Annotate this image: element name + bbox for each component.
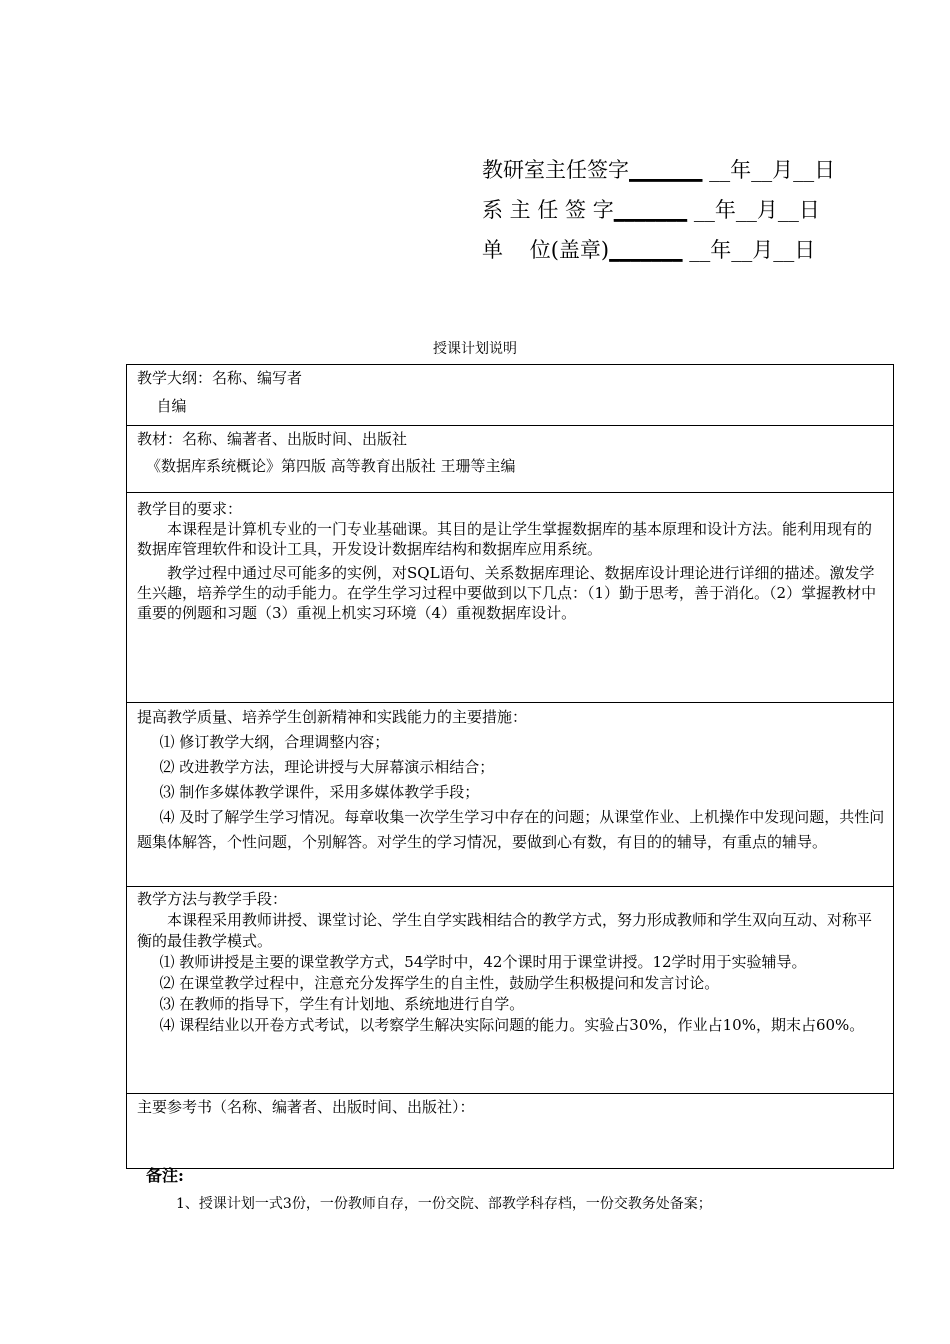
goals-cell (127, 493, 894, 703)
goals-paragraph-1: 本课程是计算机专业的一门专业基础课。其目的是让学生掌握数据库的基本原理和设计方法。能利用现有的数据库管理软件和设计工具，开发设计数据库结构和数据库应用系统。 (137, 520, 873, 558)
outline-heading: 教学大纲：名称、编写者 (137, 369, 303, 387)
textbook-content: 《数据库系统概论》第四版 高等教育出版社 王珊等主编 (146, 457, 516, 475)
methods-item: ⑴ 教师讲授是主要的课堂教学方式，54学时中，42个课时用于课堂讲授。12学时用于实验辅导。 (159, 953, 807, 971)
teaching-plan-table (126, 364, 894, 1169)
methods-item: ⑶ 在教师的指导下，学生有计划地、系统地进行自学。 (159, 995, 525, 1013)
textbook-cell (127, 426, 894, 493)
goals-heading: 教学目的要求： (137, 500, 243, 518)
signature-label: 单 位(盖章) (482, 238, 610, 262)
notes-title: 备注: (146, 1166, 184, 1185)
methods-intro: 本课程采用教师讲授、课堂讨论、学生自学实践相结合的教学方式，努力形成教师和学生双向互动、对称平衡的最佳教学模式。 (137, 911, 873, 950)
signature-line-unit-seal (482, 235, 815, 265)
outline-content: 自编 (156, 397, 187, 415)
signature-date: __年__月__日 (682, 238, 816, 262)
table-row (127, 365, 894, 426)
signature-line-director (482, 155, 835, 185)
measures-item: ⑶ 制作多媒体教学课件，采用多媒体教学手段； (159, 783, 480, 801)
measures-item: ⑷ 及时了解学生学习情况。每章收集一次学生学习中存在的问题；从课堂作业、上机操作中发现问题，共性问题集体解答，个性问题，个别解答。对学生的学习情况，要做到心有数，有目的的辅导，有重点的辅导。 (137, 808, 885, 851)
signature-label: 教研室主任签字 (482, 158, 629, 182)
measures-cell (127, 703, 894, 887)
methods-item: ⑷ 课程结业以开卷方式考试，以考察学生解决实际问题的能力。实验占30%，作业占10%，期末占60%。 (159, 1016, 865, 1034)
signature-date: __年__月__日 (687, 198, 820, 222)
signature-blank: _______ (613, 198, 688, 222)
signature-blank: _______ (609, 238, 683, 262)
outline-cell (127, 365, 894, 426)
textbook-heading: 教材：名称、编著者、出版时间、出版社 (137, 430, 408, 448)
methods-heading: 教学方法与教学手段： (137, 890, 288, 908)
table-row (127, 703, 894, 887)
measures-item: ⑵ 改进教学方法，理论讲授与大屏幕演示相结合； (159, 758, 495, 776)
references-cell (127, 1094, 894, 1169)
references-heading: 主要参考书（名称、编著者、出版时间、出版社）： (137, 1098, 475, 1116)
notes-line-1: 1、授课计划一式3份，一份教师自存，一份交院、部教学科存档，一份交教务处备案； (176, 1196, 712, 1212)
table-caption: 授课计划说明 (433, 341, 517, 357)
table-row (127, 426, 894, 493)
measures-item: ⑴ 修订教学大纲，合理调整内容； (159, 733, 390, 751)
signature-line-dept-head (482, 195, 820, 225)
methods-cell (127, 887, 894, 1094)
methods-item: ⑵ 在课堂教学过程中，注意充分发挥学生的自主性，鼓励学生积极提问和发言讨论。 (159, 974, 720, 992)
signature-date: __年__月__日 (702, 158, 836, 182)
signature-blank: _______ (629, 158, 703, 182)
goals-paragraph-2: 教学过程中通过尽可能多的实例，对SQL语句、关系数据库理论、数据库设计理论进行详细的描述。激发学生兴趣，培养学生的动手能力。在学生学习过程中要做到以下几点：（1）勤于思考，善于消化。（2）掌握教材中重要的例题和习题（3）重视上机实习环境（4）重视数据库设计。 (137, 564, 877, 622)
table-row (127, 887, 894, 1094)
table-row (127, 493, 894, 703)
table-row (127, 1094, 894, 1169)
signature-label: 系 主 任 签 字 (482, 198, 614, 222)
measures-heading: 提高教学质量、培养学生创新精神和实践能力的主要措施： (137, 708, 528, 726)
